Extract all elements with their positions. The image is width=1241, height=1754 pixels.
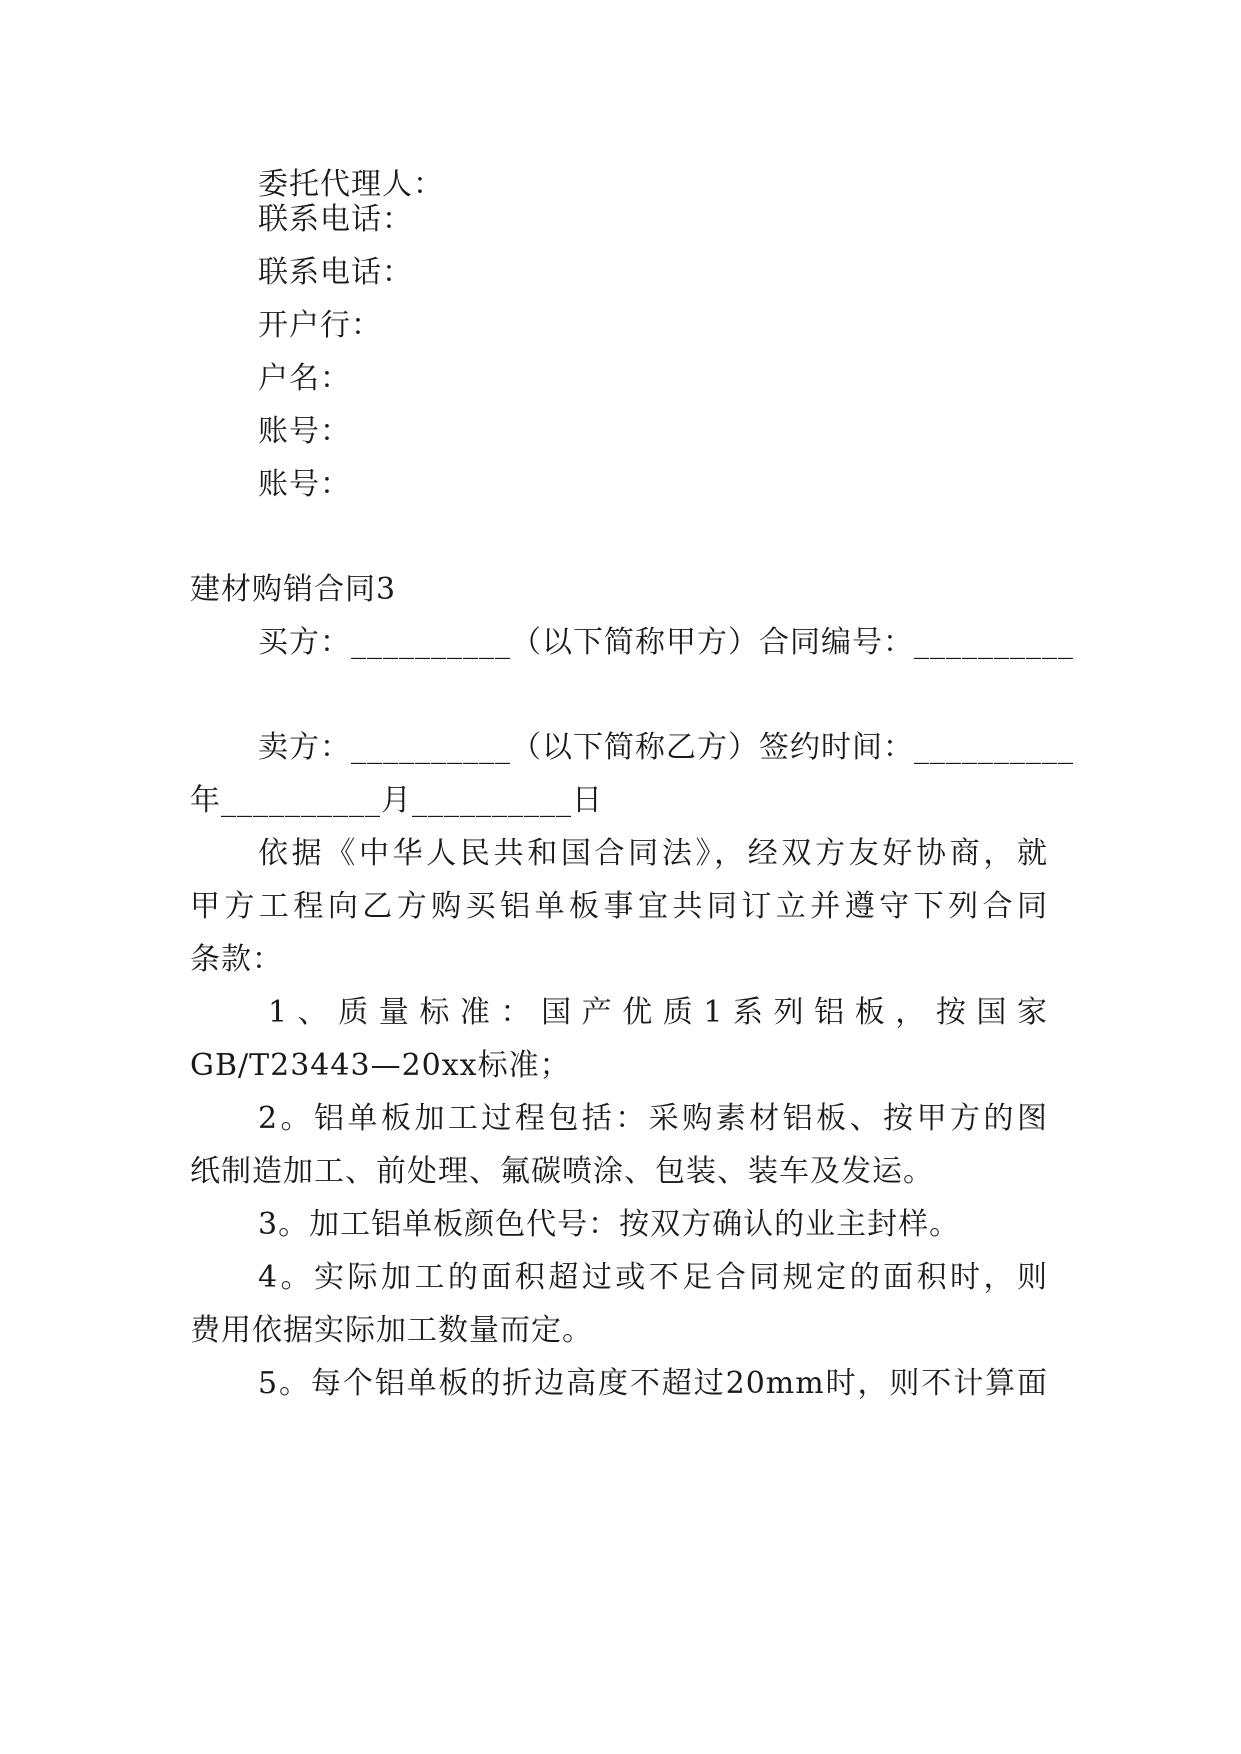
clause-3: 3。加工铝单板颜色代号：按双方确认的业主封样。 <box>258 1207 961 1242</box>
buyer-line: 买方：__________（以下简称甲方）合同编号：__________ <box>258 625 1074 660</box>
clause-2-line-1: 2。铝单板加工过程包括：采购素材铝板、按甲方的图 <box>258 1101 1048 1136</box>
clause-1-line-1: 1、质量标准：国产优质1系列铝板，按国家 <box>268 995 1048 1030</box>
intro-line-2: 甲方工程向乙方购买铝单板事宜共同订立并遵守下列合同 <box>190 889 1048 924</box>
clause-1-line-2: GB/T23443—20xx标准； <box>190 1048 571 1083</box>
account-name-label: 户名： <box>258 361 351 396</box>
intro-line-1: 依据《中华人民共和国合同法》，经双方友好协商，就 <box>258 836 1048 871</box>
account-number-label-2: 账号： <box>258 467 351 502</box>
clause-2-line-2: 纸制造加工、前处理、氟碳喷涂、包装、装车及发运。 <box>190 1154 934 1189</box>
phone-label-2: 联系电话： <box>258 255 413 290</box>
clause-4-line-2: 费用依据实际加工数量而定。 <box>190 1313 593 1348</box>
phone-label: 联系电话： <box>258 202 413 237</box>
contract-title: 建材购销合同3 <box>190 572 397 607</box>
agent-label: 委托代理人： <box>258 167 444 202</box>
intro-line-3: 条款： <box>190 942 283 977</box>
date-line: 年__________月__________日 <box>190 783 603 818</box>
account-number-label: 账号： <box>258 414 351 449</box>
seller-line: 卖方：__________（以下简称乙方）签约时间：__________ <box>258 730 1074 765</box>
clause-4-line-1: 4。实际加工的面积超过或不足合同规定的面积时，则 <box>258 1260 1048 1295</box>
bank-label: 开户行： <box>258 308 382 343</box>
clause-5-line-1: 5。每个铝单板的折边高度不超过20mm时，则不计算面 <box>258 1366 1048 1401</box>
